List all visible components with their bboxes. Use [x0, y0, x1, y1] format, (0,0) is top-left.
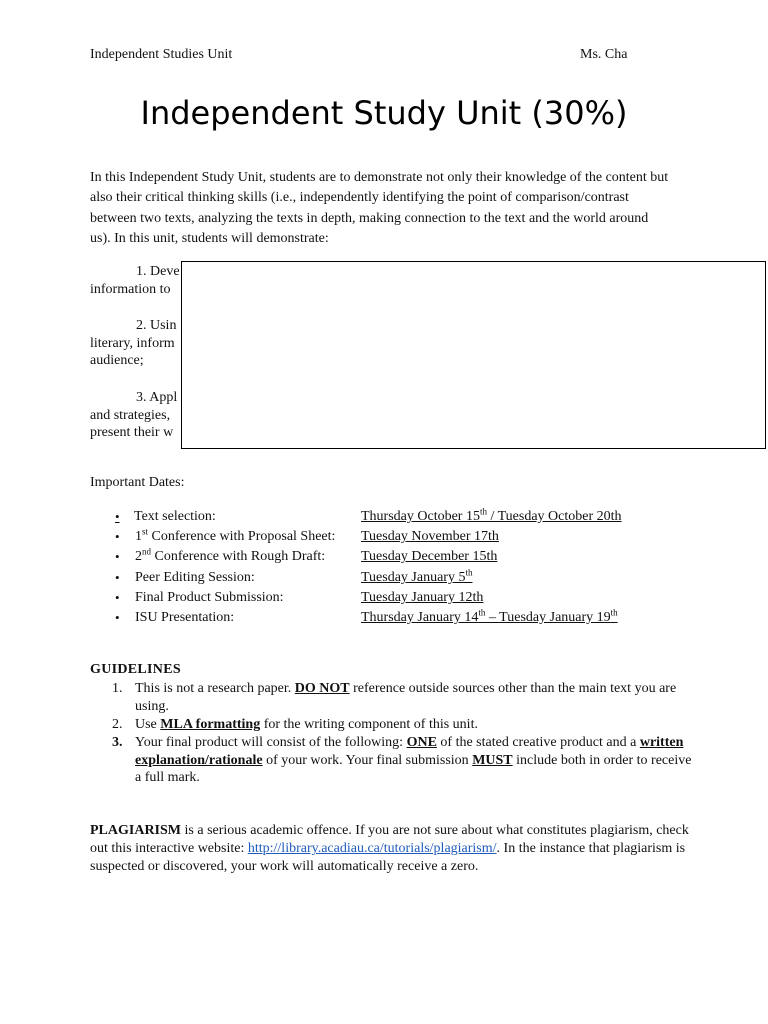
bullet: • [115, 590, 120, 605]
date-label: Text selection: [134, 509, 216, 524]
objective-3-line3: present their w [90, 425, 174, 440]
plagiarism-link[interactable]: http://library.acadiau.ca/tutorials/plagiarism/ [247, 841, 497, 857]
guideline-number: 3. [112, 735, 123, 750]
intro-paragraph: In this Independent Study Unit, students are to demonstrate not only their knowledge of the content but also their critical thinking skills (i.e., independently identifying the point of comparison/contrast between two texts, analyzing the texts in depth, making connection to the text and the world around us). In this unit, students will demonstrate: [90, 170, 669, 246]
guideline-text: Your final product will consist of the following: ONE of the stated creative product and a written explanation/rationale of your work. Your final submission MUST include both in order to receive a full mark. [135, 735, 692, 785]
date-row-final-submission [0, 588, 768, 608]
date-value: Thursday October 15th / Tuesday October 20th [361, 506, 622, 524]
date-value: Thursday January 14th – Tuesday January 19th [361, 607, 618, 625]
bullet: • [115, 549, 120, 564]
guideline-number: 1. [112, 681, 123, 696]
guideline-number: 2. [112, 717, 123, 732]
objective-2-line1: 2. Usin [136, 318, 177, 333]
date-value: Tuesday November 17th [361, 529, 499, 544]
date-label: ISU Presentation: [135, 610, 235, 625]
objective-3-line2: and strategies, [90, 407, 171, 423]
objective-1-line2: information to [90, 281, 171, 297]
objective-2-line2: literary, inform [90, 335, 175, 351]
plagiarism-label: PLAGIARISM [90, 823, 182, 838]
objective-1-line1: 1. Deve [136, 264, 180, 279]
date-label: 2nd Conference with Rough Draft: [135, 546, 326, 564]
date-value: Tuesday December 15th [361, 549, 498, 564]
date-row-second-conference [0, 547, 768, 567]
bullet: • [115, 610, 120, 625]
guideline-text: This is not a research paper. DO NOT reference outside sources other than the main text you are using. [135, 681, 677, 714]
date-row-text-selection [0, 507, 768, 527]
bullet: • [115, 509, 120, 524]
date-row-peer-editing [0, 568, 768, 588]
header-right: Ms. Cha [580, 47, 628, 62]
date-label: Final Product Submission: [135, 590, 284, 605]
bullet: • [115, 570, 120, 585]
overlay-box [181, 261, 766, 449]
important-dates-heading: Important Dates: [90, 475, 185, 490]
header-left: Independent Studies Unit [90, 47, 233, 62]
date-label: 1st Conference with Proposal Sheet: [135, 526, 336, 544]
date-row-first-conference [0, 527, 768, 547]
objective-3-line1: 3. Appl [136, 390, 178, 405]
date-value: Tuesday January 5th [361, 567, 473, 585]
guidelines-heading: GUIDELINES [90, 662, 181, 677]
guideline-text: Use MLA formatting for the writing component of this unit. [135, 717, 478, 732]
date-value: Tuesday January 12th [361, 590, 484, 605]
date-row-isu-presentation [0, 608, 768, 628]
objective-2-line3: audience; [90, 353, 144, 368]
plagiarism-paragraph: PLAGIARISM is a serious academic offence. If you are not sure about what constitutes plagiarism, check out this interactive website: http://library.acadiau.ca/tutorials/plagiarism/. In the instance that plagiarism is suspected or discovered, your work will automatically receive a zero. [90, 823, 689, 875]
date-label: Peer Editing Session: [135, 570, 255, 585]
bullet: • [115, 529, 120, 544]
page-title: Independent Study Unit (30%) [140, 94, 628, 132]
